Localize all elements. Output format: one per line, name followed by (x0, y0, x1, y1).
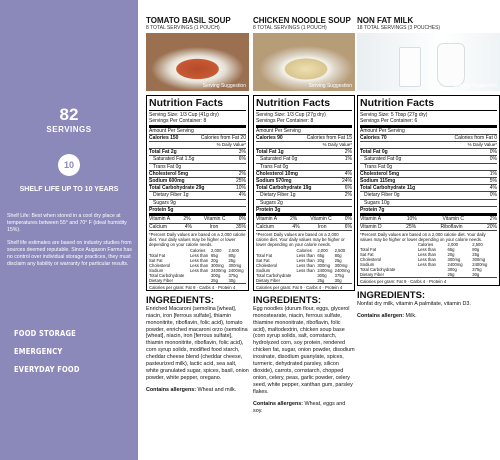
daily-value-cell: Less than (296, 257, 315, 263)
nutrient-row (360, 163, 497, 170)
vitamin-name: Vitamin A (149, 216, 171, 223)
servings-count: 82 (59, 105, 79, 124)
nutrient-row (149, 191, 246, 198)
nutrient-row (149, 199, 246, 206)
nutrient-name: Protein 7g (360, 206, 385, 213)
daily-value-cell: 300g (447, 267, 457, 273)
mineral-row (360, 223, 497, 231)
nutrient-dv: 24% (341, 178, 352, 185)
daily-value-cell: Dietary Fiber (256, 277, 280, 283)
mineral-dv: 4% (184, 223, 192, 230)
nutrient-name: Saturated Fat 0g (364, 156, 402, 163)
daily-value-cell: Total Fat (256, 252, 273, 258)
servings-block (0, 106, 138, 134)
daily-value-cell: Less than (296, 262, 315, 268)
nutrient-dv: 2% (238, 170, 246, 177)
calories-row (360, 134, 497, 141)
nutrient-name: Cholesterol 10mg (256, 170, 298, 177)
daily-value-cell: Calories (417, 242, 434, 248)
nutrition-facts-label (253, 95, 355, 291)
nutrient-name: Total Fat 1g (256, 149, 284, 156)
allergens-value: Wheat, eggs and soy. (253, 400, 346, 414)
tag-list (14, 325, 87, 379)
daily-value-cell: 25g (472, 252, 480, 258)
vitamin-name: Vitamin C (203, 216, 226, 223)
ingredients-text: Enriched Macaroni (semolina [wheat], niacin, iron [ferrous sulfate], thiamin mononitrite, riboflavin, folic acid), tomato powder, enriched macaroni orzo (semolina [wheat], niacin, iron [ferrous sulfate], thiamin mononitrite, riboflavin, folic acid), corn syrup solids, modified food starch, cheddar cheese blend (cheddar cheese, pasteurized milk), lactic acid, sea salt, white granulated sugar, spices, basil, onion powder, white pepper, oregano. (146, 305, 249, 381)
allergens-value: Wheat and milk. (197, 386, 237, 393)
nutrient-name: Total Carbohydrate 11g (360, 185, 416, 192)
nutrient-dv: 3% (238, 149, 246, 156)
serving-info (149, 111, 246, 128)
daily-value-cell: 25g (447, 272, 455, 278)
nutrient-name: Total Carbohydrate 29g (149, 185, 205, 192)
vitamin-name: Vitamin C (442, 216, 465, 223)
nutrient-dv: 4% (238, 192, 246, 199)
daily-value-cell: 30g (472, 272, 480, 278)
daily-value-cell: 2400mg (447, 262, 463, 268)
vitamin-dv: 0% (238, 216, 246, 223)
vitamin-name: Vitamin A (256, 216, 278, 223)
nutrient-name: Total Carbohydrate 19g (256, 185, 312, 192)
calories-per-gram: Calories per gram: Fat 9 · Carbs 4 · Protein 4 (256, 283, 352, 290)
nutrient-dv: 5% (489, 178, 497, 185)
nutrient-row (149, 206, 246, 213)
nutrient-row (360, 206, 497, 213)
calories: Calories 70 (360, 135, 387, 141)
daily-value-cell: 375g (228, 272, 238, 278)
footnote: *Percent Daily values are based on a 2,000 calorie diet. Your daily values may be higher or lower depending on your calorie needs. (149, 232, 246, 248)
footnote: *Percent Daily values are based on a 2,000 calorie diet. Your daily values may be higher or lower depending on your calorie needs. (256, 230, 352, 248)
daily-value-cell: 25g (210, 277, 218, 283)
shelf-life-heading: SHELF LIFE UP TO 10 YEARS (19, 186, 119, 193)
product-title: CHICKEN NOODLE SOUP (253, 16, 351, 25)
daily-value-cell: 25g (317, 277, 325, 283)
vitamin-dv: 10% (406, 216, 417, 223)
product-title: NON FAT MILK (357, 16, 414, 25)
daily-value-cell: Dietary Fiber (360, 272, 384, 278)
daily-value-cell: Sodium (256, 267, 271, 273)
tag-emergency: EMERGENCY (14, 347, 63, 356)
nutrient-row (360, 177, 497, 184)
tag-food-storage: FOOD STORAGE (14, 329, 76, 338)
allergens-label: Contains allergen: (357, 312, 405, 319)
nutrient-dv: 4% (489, 185, 497, 192)
daily-value-cell: Less than (417, 252, 436, 258)
daily-value-cell: 375g (334, 272, 344, 278)
daily-value-cell: 2,000 (447, 242, 458, 248)
daily-value-cell: Less than (189, 262, 209, 268)
daily-value-cell: Less than (417, 247, 436, 253)
ingredients-text: Nonfat dry milk, vitamin A palmitate, vitamin D3. (357, 300, 471, 307)
nutrient-name: Sugars 10g (364, 199, 390, 206)
mineral-row (149, 223, 246, 231)
allergens-label: Contains allergens: (253, 400, 304, 407)
daily-value-header: % Daily Value* (360, 141, 497, 148)
nutrient-dv: 2% (344, 192, 352, 199)
nutrient-row (360, 148, 497, 155)
nutrient-row (256, 148, 352, 155)
nutrient-row (360, 184, 497, 191)
photo-caption: Serving Suggestion (453, 83, 497, 89)
daily-value-cell: 80g (334, 252, 342, 258)
allergens (253, 401, 355, 415)
calories-row (256, 134, 352, 141)
daily-value-cell: 65g (447, 247, 455, 253)
mineral-dv: 35% (235, 223, 246, 230)
vitamin-dv: 2% (489, 216, 497, 223)
nutrient-name: Total Fat 0g (360, 149, 388, 156)
servings-per-container: Servings Per Container: 8 (149, 118, 207, 124)
nutrient-name: Trans Fat 0g (364, 163, 393, 170)
product-photo (253, 33, 355, 91)
nutrient-name: Cholesterol 5mg (149, 170, 189, 177)
daily-value-cell: Less than (417, 257, 436, 263)
nutrient-name: Trans Fat 0g (260, 163, 289, 170)
nutrient-dv: 0% (489, 149, 497, 156)
daily-value-cell: 25g (334, 257, 342, 263)
daily-value-cell: 2400mg (317, 267, 333, 273)
daily-value-cell: 300mg (472, 257, 486, 263)
servings-per-container: Servings Per Container: 6 (360, 118, 418, 124)
tag-everyday-food: EVERYDAY FOOD (14, 365, 80, 374)
daily-value-cell: Dietary Fiber (149, 277, 173, 283)
mineral-dv: 4% (292, 223, 300, 230)
daily-value-cell: 2400mg (334, 267, 350, 273)
nutrient-dv: 0% (489, 156, 497, 163)
shelf-disclaimer: Shelf life estimates are based on industry studies from sources deemed reputable. Since Augason Farms has no control over individual storage practices, they must disclaim any liability or warranty for particular results. (7, 239, 132, 268)
daily-value-cell: Less than (296, 252, 315, 258)
daily-value-cell: 300g (317, 272, 327, 278)
daily-value-cell: Less than (296, 267, 315, 273)
nutrient-row (360, 170, 497, 177)
daily-value-cell: 375g (472, 267, 482, 273)
nutrient-row (256, 177, 352, 184)
allergens (357, 313, 500, 320)
nutrient-name: Dietary Fiber 1g (153, 192, 189, 199)
daily-value-cell: 20g (447, 252, 455, 258)
shelf-note: Shelf Life: Best when stored in a cool dry place at temperatures between 55° and 70° F (ideal humidity 15%). (7, 213, 127, 234)
mineral-dv: 25% (406, 223, 417, 230)
nutrient-row (360, 199, 497, 206)
daily-value-cell: 2,000 (210, 247, 222, 253)
sidebar (0, 0, 138, 460)
daily-value-cell: Cholesterol (149, 262, 171, 268)
mineral-name: Calcium (256, 223, 275, 230)
mineral-dv: 20% (486, 223, 497, 230)
serving-info (256, 111, 352, 128)
nutrition-facts-heading: Nutrition Facts (149, 98, 246, 111)
calories: Calories 150 (149, 135, 179, 141)
product-title: TOMATO BASIL SOUP (146, 16, 231, 25)
ingredients-heading: INGREDIENTS: (253, 294, 322, 306)
daily-value-cell: 300g (210, 272, 221, 278)
nutrient-row (256, 206, 352, 213)
mineral-name: Vitamin D (360, 223, 382, 230)
nutrient-name: Cholesterol 5mg (360, 170, 400, 177)
vitamin-dv: 0% (344, 216, 352, 223)
daily-value-cell: 30g (228, 277, 236, 283)
vitamin-dv: 2% (183, 216, 191, 223)
daily-value-header: % Daily Value* (256, 141, 352, 148)
daily-value-cell: 2,500 (334, 247, 346, 253)
daily-value-cell: 2,500 (472, 242, 483, 248)
daily-value-cell: Cholesterol (256, 262, 278, 268)
nutrient-row (149, 170, 246, 177)
daily-value-cell: 2,500 (228, 247, 239, 253)
nutrient-name: Total Fat 2g (149, 149, 177, 156)
daily-value-cell: Less than (189, 257, 209, 263)
vitamin-name: Vitamin C (310, 216, 332, 223)
daily-value-cell: Total Carbohydrate (149, 272, 185, 278)
product-servings: 8 TOTAL SERVINGS (1 POUCH) (146, 25, 220, 31)
nutrient-dv: 2% (344, 149, 352, 156)
calories-from-fat: Calories from Fat 15 (306, 135, 352, 141)
vitamin-name: Vitamin A (360, 216, 382, 223)
daily-value-cell: Total Carbohydrate (256, 272, 292, 278)
milk-glass (399, 47, 421, 87)
daily-value-cell: 2,000 (317, 247, 328, 253)
mineral-dv: 6% (344, 223, 352, 230)
calories-from-fat: Calories from Fat 0 (454, 135, 497, 141)
nutrient-name: Protein 3g (256, 206, 281, 213)
ingredients-heading: INGREDIENTS: (357, 289, 426, 301)
ingredients-text: Egg noodles (durum flour, eggs, glycerol monostearate, niacin, ferrous sulfate, thiamine mononitrate, riboflavin, folic acid), maltodextrin, chicken soup base (corn syrup solids, salt, cornstarch, hydrolyzed corn, soy protein, rendered chicken fat, sugar, onion powder, disodium inosinate, disodium guanylate, spices, turmeric, dehydrated parsley, silicon dioxide), carrots, cornstarch, chopped onion, celery, peas, garlic powder, celery seed, white pepper, xanthan gum, parsley flakes. (253, 305, 355, 395)
calories-per-gram: Calories per gram: Fat 9 · Carbs 4 · Protein 4 (149, 283, 246, 290)
nutrient-name: Sodium 600mg (149, 178, 185, 185)
nutrition-facts-label (146, 95, 249, 291)
nutrient-row (256, 184, 352, 191)
daily-value-cell: 300mg (228, 262, 242, 268)
daily-value-cell: Less than (417, 262, 436, 268)
nutrient-row (256, 191, 352, 198)
calories-from-fat: Calories from Fat 20 (200, 135, 246, 141)
shelf-life-text (7, 213, 133, 273)
daily-value-cell: 2400mg (210, 267, 227, 273)
product-servings: 8 TOTAL SERVINGS (1 POUCH) (253, 25, 327, 31)
vitamin-dv: 2% (290, 216, 298, 223)
nutrient-row (149, 148, 246, 155)
amount-per-serving: Amount Per Serving (149, 128, 194, 134)
vitamin-row (256, 213, 352, 223)
nutrition-facts-heading: Nutrition Facts (256, 98, 352, 111)
nutrient-name: Protein 5g (149, 206, 174, 213)
calories-per-gram: Calories per gram: Fat 9 · Carbs 4 · Protein 4 (360, 277, 497, 284)
serving-size: Serving Size: 1/3 Cup (27g dry) (256, 112, 326, 118)
servings-per-container: Servings Per Container: 8 (256, 118, 314, 124)
serving-size: Serving Size: 5 Tbsp (27g dry) (360, 112, 428, 118)
daily-value-table (256, 248, 352, 283)
daily-value-cell: Total Carbohydrate (360, 267, 396, 273)
daily-value-cell: 300mg (210, 262, 224, 268)
daily-value-cell: 25g (228, 257, 236, 263)
daily-value-cell: Cholesterol (360, 257, 382, 263)
mineral-name: Iron (209, 223, 219, 230)
daily-value-cell: Calories (296, 247, 312, 253)
milk-jug (437, 43, 465, 87)
vitamin-row (360, 213, 497, 223)
mineral-row (256, 223, 352, 231)
nutrient-row (256, 199, 352, 206)
serving-info (360, 111, 497, 128)
nutrient-dv: 1% (344, 156, 352, 163)
calories-row (149, 134, 246, 141)
product-column-chicken-noodle-soup (253, 0, 355, 460)
daily-value-cell: Total Fat (360, 247, 377, 253)
nutrient-dv: 6% (344, 185, 352, 192)
nutrition-facts-heading: Nutrition Facts (360, 98, 497, 111)
daily-value-cell: 2400mg (472, 262, 488, 268)
nutrient-row (256, 170, 352, 177)
nutrient-name: Dietary Fiber 1g (260, 192, 296, 199)
nutrient-row (149, 155, 246, 162)
daily-value-cell: Less than (189, 252, 209, 258)
clock-icon: 10 (58, 154, 80, 176)
ingredients-heading: INGREDIENTS: (146, 294, 215, 306)
nutrient-row (149, 163, 246, 170)
daily-value-cell: 300mg (447, 257, 461, 263)
nutrient-row (149, 177, 246, 184)
footnote: *Percent Daily values are based on a 2,000 calorie diet. Your daily values may be higher or lower depending on your calorie needs. (360, 230, 497, 242)
nutrient-row (360, 191, 497, 198)
photo-caption: Serving Suggestion (308, 83, 352, 89)
daily-value-table-row (149, 263, 246, 268)
daily-value-cell: Sodium (360, 262, 375, 268)
mineral-name: Iron (317, 223, 327, 230)
nutrient-dv: 1% (489, 170, 497, 177)
nutrient-dv: 25% (235, 178, 246, 185)
nutrient-name: Sodium 115mg (360, 178, 396, 185)
daily-value-cell: Calories (189, 247, 206, 253)
daily-value-cell: 20g (317, 257, 325, 263)
daily-value-cell: 300mg (334, 262, 348, 268)
allergens-label: Contains allergens: (146, 386, 197, 393)
nutrient-dv: 6% (238, 156, 246, 163)
daily-value-cell: 2400mg (228, 267, 244, 273)
nutrient-name: Sodium 570mg (256, 178, 292, 185)
nutrition-facts-label (357, 95, 500, 286)
daily-value-cell: 80g (228, 252, 236, 258)
product-photo (146, 33, 249, 91)
product-servings: 18 TOTAL SERVINGS (3 POUCHES) (357, 25, 441, 31)
daily-value-cell: 80g (472, 247, 480, 253)
nutrient-name: Sugars 2g (260, 199, 283, 206)
daily-value-cell: Sat Fat (256, 257, 270, 263)
daily-value-cell: Sat Fat (149, 257, 163, 263)
nutrient-name: Saturated Fat 1.5g (153, 156, 195, 163)
daily-value-cell: Sodium (149, 267, 164, 273)
daily-value-header: % Daily Value* (149, 141, 246, 148)
nutrient-name: Dietary Fiber 0g (364, 192, 400, 199)
product-column-tomato-basil-soup (146, 0, 249, 460)
allergens (146, 387, 249, 394)
daily-value-table (149, 248, 246, 283)
calories: Calories 90 (256, 135, 283, 141)
serving-size: Serving Size: 1/3 Cup (41g dry) (149, 112, 219, 118)
daily-value-cell: 30g (334, 277, 342, 283)
nutrient-row (149, 184, 246, 191)
daily-value-cell: 20g (210, 257, 218, 263)
amount-per-serving: Amount Per Serving (256, 128, 301, 134)
mineral-name: Calcium (149, 223, 168, 230)
daily-value-table (360, 242, 497, 277)
nutrient-row (256, 163, 352, 170)
daily-value-cell: 65g (210, 252, 218, 258)
nutrient-row (360, 155, 497, 162)
mineral-name: Riboflavin (440, 223, 463, 230)
nutrient-name: Saturated Fat 0g (260, 156, 298, 163)
daily-value-table-row (149, 253, 246, 258)
daily-value-table-row (256, 263, 352, 268)
daily-value-cell: 65g (317, 252, 325, 258)
nutrient-name: Sugars 9g (153, 199, 176, 206)
daily-value-cell: Less than (189, 267, 209, 273)
daily-value-cell: Sat Fat (360, 252, 374, 258)
nutrient-dv: 0% (489, 192, 497, 199)
daily-value-table-row (256, 253, 352, 258)
product-photo (357, 33, 500, 91)
nutrient-dv: 10% (235, 185, 246, 192)
nutrient-row (256, 155, 352, 162)
allergens-value: Milk. (405, 312, 417, 319)
nutrient-dv: 4% (344, 170, 352, 177)
daily-value-cell: 300mg (317, 262, 331, 268)
servings-label: SERVINGS (46, 125, 92, 134)
amount-per-serving: Amount Per Serving (360, 128, 405, 134)
product-column-non-fat-milk (357, 0, 500, 460)
photo-caption: Serving Suggestion (202, 83, 246, 89)
nutrient-name: Trans Fat 0g (153, 163, 182, 170)
daily-value-cell: Total Fat (149, 252, 166, 258)
vitamin-row (149, 213, 246, 223)
